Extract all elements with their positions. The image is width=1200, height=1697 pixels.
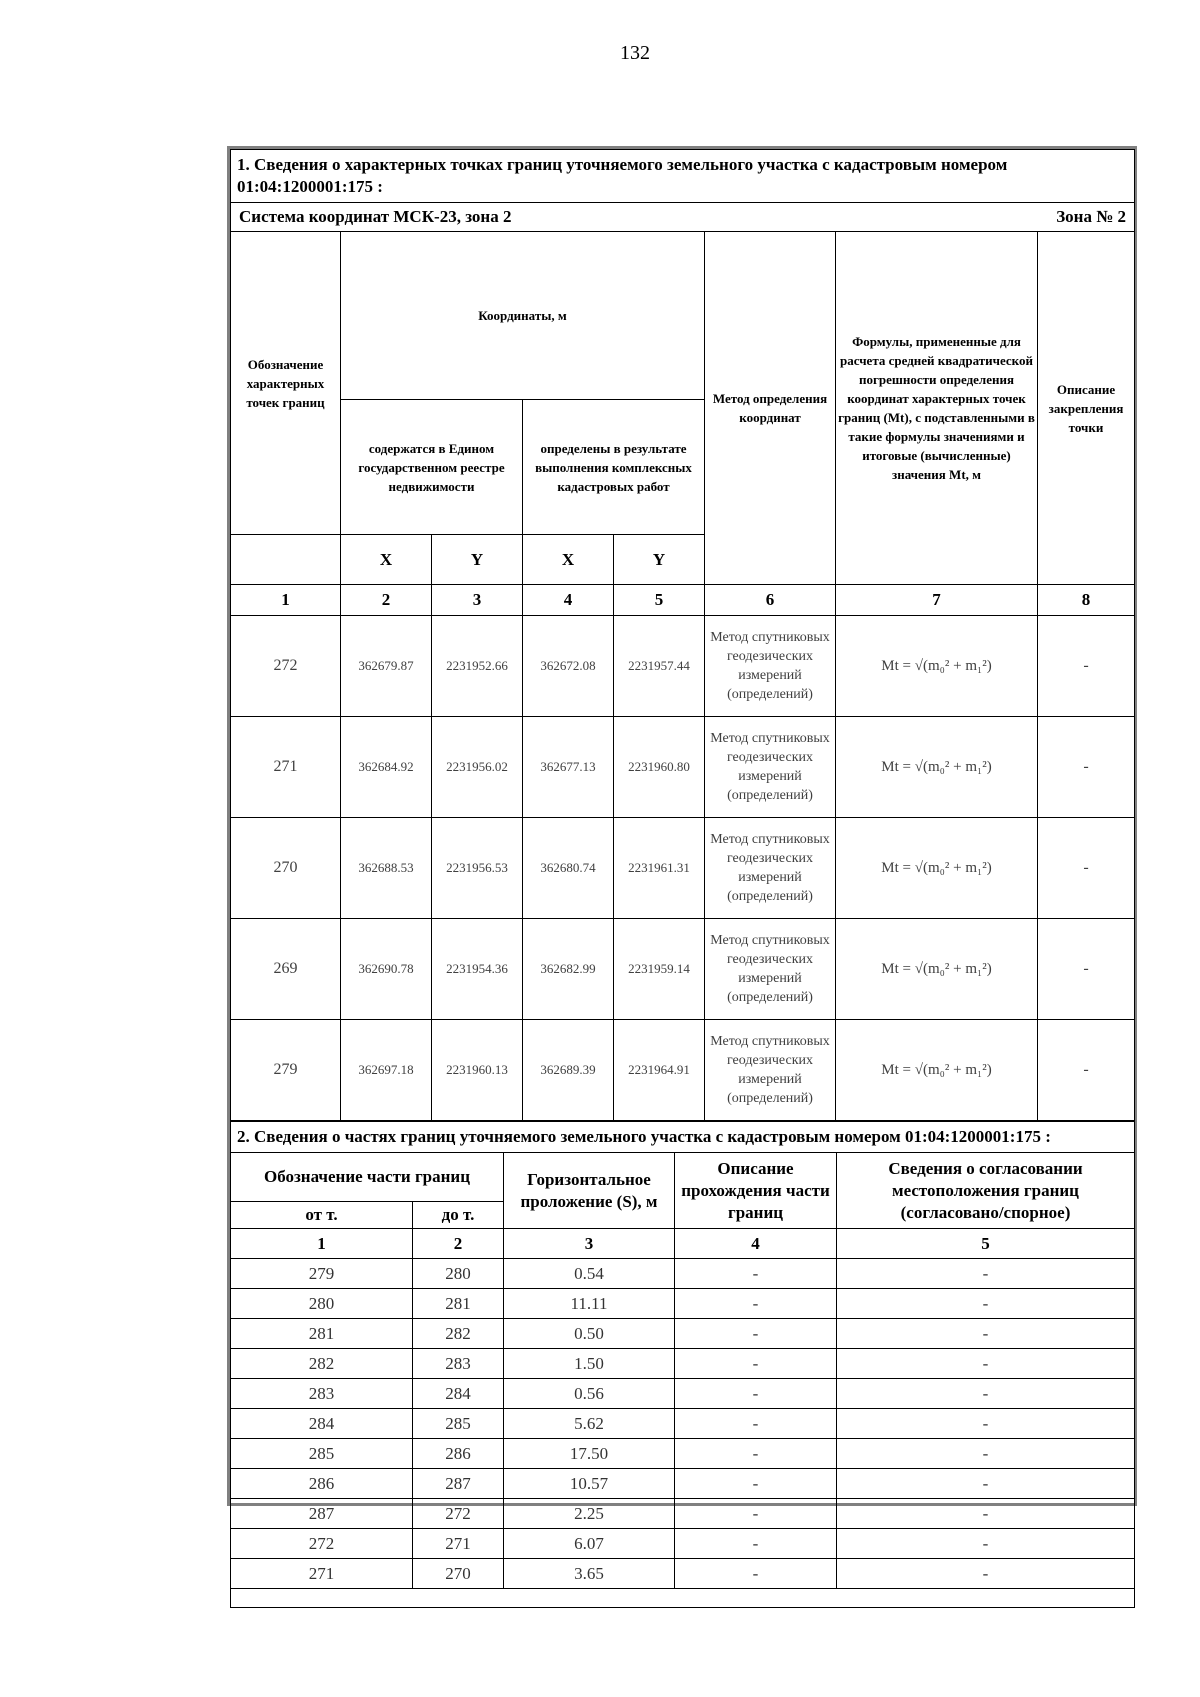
agreement: -: [837, 1559, 1135, 1589]
table-row: [231, 1409, 1135, 1439]
point-description: -: [1038, 717, 1135, 818]
length: 3.65: [504, 1559, 675, 1589]
formula: Mt = √(m₀² + m₁²): [836, 818, 1038, 919]
coord-system: Система координат МСК-23, зона 2: [239, 207, 512, 226]
x-egrn: 362697.18: [341, 1020, 432, 1121]
point-id: 272: [231, 616, 341, 717]
col-number: 1: [231, 585, 341, 616]
table-row: [231, 1439, 1135, 1469]
passage-header: Описание прохождения части границ: [675, 1153, 837, 1229]
length: 0.50: [504, 1319, 675, 1349]
egrn-header: содержатся в Едином государственном реестре недвижимости: [341, 400, 523, 535]
x-header: X: [523, 535, 614, 585]
y-cadastral: 2231959.14: [614, 919, 705, 1020]
table-row: [231, 1020, 1135, 1121]
section2-title: 2. Сведения о частях границ уточняемого земельного участка с кадастровым номером 01:04:1200001:175 :: [231, 1122, 1135, 1153]
from-point: 284: [231, 1409, 413, 1439]
y-cadastral: 2231957.44: [614, 616, 705, 717]
method: Метод спутниковых геодезических измерений (определений): [705, 919, 836, 1020]
from-point: 271: [231, 1559, 413, 1589]
method-header: Метод определения координат: [705, 232, 836, 585]
x-cadastral: 362672.08: [523, 616, 614, 717]
point-label-header: Обозначение характерных точек границ: [231, 232, 341, 535]
table-row: [231, 1469, 1135, 1499]
point-description: -: [1038, 919, 1135, 1020]
table-row: [231, 1559, 1135, 1589]
y-header: Y: [614, 535, 705, 585]
col-number: 8: [1038, 585, 1135, 616]
col-number: 5: [614, 585, 705, 616]
point-id: 270: [231, 818, 341, 919]
passage: -: [675, 1529, 837, 1559]
from-point: 283: [231, 1379, 413, 1409]
length: 6.07: [504, 1529, 675, 1559]
col-number: 3: [432, 585, 523, 616]
method: Метод спутниковых геодезических измерений (определений): [705, 616, 836, 717]
passage: -: [675, 1379, 837, 1409]
from-header: от т.: [231, 1202, 413, 1229]
point-description: -: [1038, 1020, 1135, 1121]
y-egrn: 2231960.13: [432, 1020, 523, 1121]
empty-cell: [231, 1589, 1135, 1608]
to-point: 271: [413, 1529, 504, 1559]
table-row: [231, 717, 1135, 818]
col-number: 3: [504, 1229, 675, 1259]
y-egrn: 2231956.53: [432, 818, 523, 919]
y-egrn: 2231952.66: [432, 616, 523, 717]
formula: Mt = √(m₀² + m₁²): [836, 717, 1038, 818]
x-cadastral: 362682.99: [523, 919, 614, 1020]
page-number: 132: [620, 42, 650, 64]
passage: -: [675, 1259, 837, 1289]
y-egrn: 2231956.02: [432, 717, 523, 818]
x-cadastral: 362680.74: [523, 818, 614, 919]
point-id: 271: [231, 717, 341, 818]
document-frame: [227, 146, 1137, 1583]
agreement: -: [837, 1259, 1135, 1289]
table-row: [231, 919, 1135, 1020]
passage: -: [675, 1559, 837, 1589]
agreement: -: [837, 1289, 1135, 1319]
to-point: 282: [413, 1319, 504, 1349]
y-header: Y: [432, 535, 523, 585]
agreement: -: [837, 1349, 1135, 1379]
x-header: X: [341, 535, 432, 585]
method: Метод спутниковых геодезических измерений (определений): [705, 1020, 836, 1121]
section1-title: 1. Сведения о характерных точках границ уточняемого земельного участка с кадастровым номером 01:04:1200001:175 :: [231, 150, 1135, 203]
formula: Mt = √(m₀² + m₁²): [836, 1020, 1038, 1121]
formula: Mt = √(m₀² + m₁²): [836, 919, 1038, 1020]
agreement: -: [837, 1499, 1135, 1529]
part-label-header: Обозначение части границ: [231, 1153, 504, 1202]
x-egrn: 362688.53: [341, 818, 432, 919]
point-description: -: [1038, 616, 1135, 717]
x-cadastral: 362677.13: [523, 717, 614, 818]
table-row: [231, 1259, 1135, 1289]
method: Метод спутниковых геодезических измерений (определений): [705, 818, 836, 919]
formula: Mt = √(m₀² + m₁²): [836, 616, 1038, 717]
from-point: 281: [231, 1319, 413, 1349]
col-number: 2: [341, 585, 432, 616]
length: 2.25: [504, 1499, 675, 1529]
point-description: -: [1038, 818, 1135, 919]
table-row: [231, 616, 1135, 717]
to-point: 285: [413, 1409, 504, 1439]
to-point: 284: [413, 1379, 504, 1409]
table-row: [231, 1349, 1135, 1379]
cadastral-header: определены в результате выполнения комплексных кадастровых работ: [523, 400, 705, 535]
y-cadastral: 2231960.80: [614, 717, 705, 818]
to-header: до т.: [413, 1202, 504, 1229]
from-point: 286: [231, 1469, 413, 1499]
agreement: -: [837, 1469, 1135, 1499]
passage: -: [675, 1319, 837, 1349]
col-number: 4: [675, 1229, 837, 1259]
table-row: [231, 1289, 1135, 1319]
from-point: 282: [231, 1349, 413, 1379]
to-point: 280: [413, 1259, 504, 1289]
x-cadastral: 362689.39: [523, 1020, 614, 1121]
to-point: 283: [413, 1349, 504, 1379]
table-row: [231, 1499, 1135, 1529]
col-number: 5: [837, 1229, 1135, 1259]
y-cadastral: 2231964.91: [614, 1020, 705, 1121]
description-header: Описание закрепления точки: [1038, 232, 1135, 585]
agreement: -: [837, 1529, 1135, 1559]
table-row: [231, 1319, 1135, 1349]
to-point: 287: [413, 1469, 504, 1499]
passage: -: [675, 1499, 837, 1529]
passage: -: [675, 1439, 837, 1469]
agreement-header: Сведения о согласовании местоположения границ (согласовано/спорное): [837, 1153, 1135, 1229]
length: 10.57: [504, 1469, 675, 1499]
x-egrn: 362690.78: [341, 919, 432, 1020]
empty-row: [231, 1589, 1135, 1608]
from-point: 272: [231, 1529, 413, 1559]
x-egrn: 362679.87: [341, 616, 432, 717]
length: 0.54: [504, 1259, 675, 1289]
passage: -: [675, 1289, 837, 1319]
parts-table: [230, 1121, 1135, 1608]
from-point: 285: [231, 1439, 413, 1469]
length: 0.56: [504, 1379, 675, 1409]
coords-header: Координаты, м: [341, 232, 705, 400]
table-row: [231, 818, 1135, 919]
agreement: -: [837, 1409, 1135, 1439]
from-point: 287: [231, 1499, 413, 1529]
to-point: 281: [413, 1289, 504, 1319]
point-id: 279: [231, 1020, 341, 1121]
points-table: [230, 149, 1135, 1121]
col-number: 2: [413, 1229, 504, 1259]
passage: -: [675, 1349, 837, 1379]
length-header: Горизонтальное проложение (S), м: [504, 1153, 675, 1229]
to-point: 270: [413, 1559, 504, 1589]
point-id: 269: [231, 919, 341, 1020]
length: 1.50: [504, 1349, 675, 1379]
y-egrn: 2231954.36: [432, 919, 523, 1020]
length: 5.62: [504, 1409, 675, 1439]
y-cadastral: 2231961.31: [614, 818, 705, 919]
passage: -: [675, 1409, 837, 1439]
agreement: -: [837, 1319, 1135, 1349]
from-point: 279: [231, 1259, 413, 1289]
length: 17.50: [504, 1439, 675, 1469]
point-label-header-cont: [231, 535, 341, 585]
zone-label: Зона № 2: [1056, 207, 1127, 226]
passage: -: [675, 1469, 837, 1499]
x-egrn: 362684.92: [341, 717, 432, 818]
agreement: -: [837, 1439, 1135, 1469]
to-point: 272: [413, 1499, 504, 1529]
coord-system-row: [231, 203, 1135, 232]
table-row: [231, 1379, 1135, 1409]
col-number: 4: [523, 585, 614, 616]
col-number: 6: [705, 585, 836, 616]
to-point: 286: [413, 1439, 504, 1469]
col-number: 7: [836, 585, 1038, 616]
col-number: 1: [231, 1229, 413, 1259]
agreement: -: [837, 1379, 1135, 1409]
length: 11.11: [504, 1289, 675, 1319]
formula-header: Формулы, примененные для расчета средней квадратической погрешности определения координат характерных точек границ (Mt), с подставленными в такие формулы значениями и итоговые (вычисленные) значения Mt, м: [836, 232, 1038, 585]
method: Метод спутниковых геодезических измерений (определений): [705, 717, 836, 818]
table-row: [231, 1529, 1135, 1559]
from-point: 280: [231, 1289, 413, 1319]
